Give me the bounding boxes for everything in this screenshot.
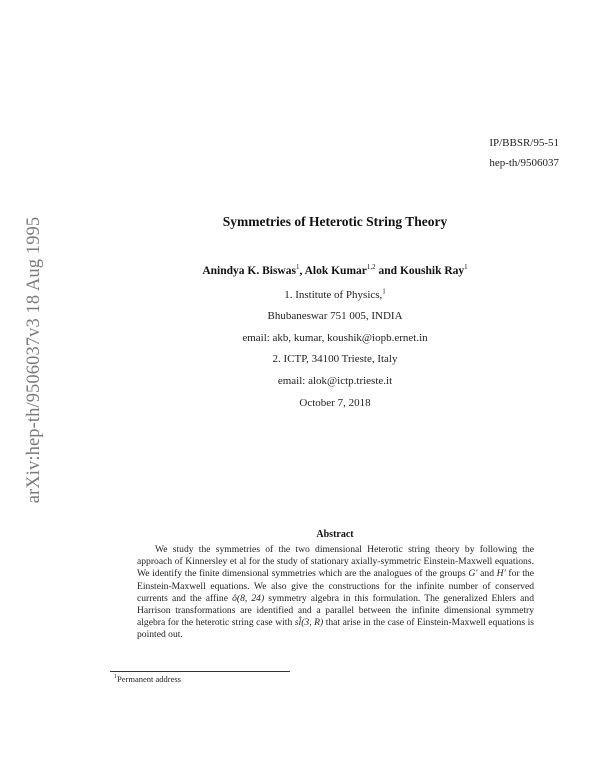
affiliation-email: email: akb, kumar, koushik@iopb.ernet.in (242, 332, 428, 344)
arxiv-stamp: arXiv:hep-th/9506037v3 18 Aug 1995 (24, 216, 44, 504)
footnote (114, 674, 181, 684)
footnote-text: Permanent address (117, 674, 181, 684)
author-affiliation-marker: 1 (295, 263, 300, 272)
abstract-heading: Abstract (316, 529, 354, 540)
math-symbol: G′ (468, 568, 478, 580)
abstract-body (137, 544, 534, 642)
affiliation-address: Bhubaneswar 751 005, INDIA (267, 310, 403, 322)
author-separator: , (299, 265, 305, 277)
author-name: Alok Kumar (304, 265, 367, 277)
abstract-text: symmetry algebra in this formulation. The generalized Ehlers and Harrison transformations are identified and a parallel between the infinite dimensional symmetry algebra for the heterotic string case with (137, 592, 534, 629)
author-name: Koushik Ray (399, 265, 465, 277)
arxiv-id: hep-th/9506037 (489, 157, 559, 169)
math-symbol: H′ (496, 568, 506, 580)
footnote-marker: 1 (382, 287, 386, 296)
paper-title: Symmetries of Heterotic String Theory (222, 214, 448, 229)
abstract-text: that arise in the case of Einstein-Maxwell equations is pointed out. (137, 617, 534, 641)
math-symbol: ô(8, 24) (232, 592, 265, 604)
affiliation-institute: 1. Institute of Physics, (284, 289, 383, 301)
author-name: Anindya K. Biswas (202, 265, 296, 277)
abstract-text: for the Einstein-Maxwell equations. We also give the constructions for the infinite number of conserved currents and the affine (137, 568, 534, 604)
affiliation-1 (0, 289, 600, 301)
abstract-text: We study the symmetries of the two dimensional Heterotic string theory by following the approach of Kinnersley et al for the study of stationary axially-symmetric Einstein-Maxwell equations. We identify the finite dimensional symmetries which are the analogues of the groups (137, 544, 534, 580)
abstract-text: and (477, 568, 497, 580)
footnote-rule (110, 671, 290, 672)
paper-date: October 7, 2018 (299, 397, 371, 409)
author-affiliation-marker: 1,2 (366, 263, 376, 272)
affiliation-email: email: alok@ictp.trieste.it (277, 375, 393, 387)
report-number: IP/BBSR/95-51 (489, 137, 559, 149)
footnote-marker: 1 (114, 674, 117, 681)
math-symbol: sl̂(3, R) (294, 617, 324, 629)
affiliation-2: 2. ICTP, 34100 Trieste, Italy (272, 353, 398, 365)
author-list (0, 265, 600, 277)
author-separator: and (375, 265, 400, 277)
author-affiliation-marker: 1 (464, 263, 468, 272)
